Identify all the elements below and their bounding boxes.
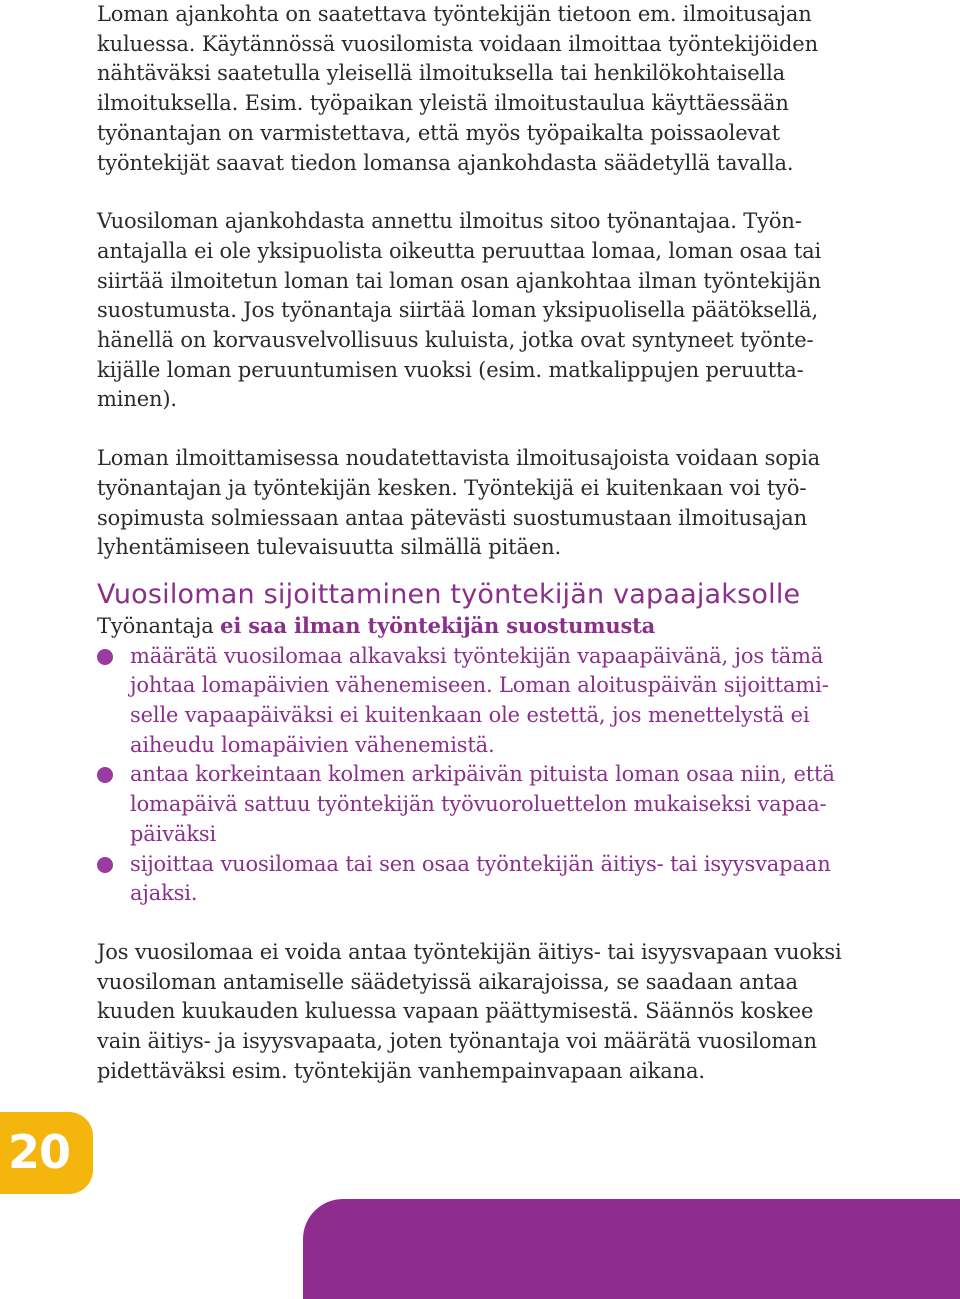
text-line: minen). bbox=[97, 387, 177, 412]
intro-accent-text: ei saa ilman työntekijän suostumusta bbox=[220, 612, 656, 638]
text-line: antajalla ei ole yksipuolista oikeutta peruuttaa lomaa, loman osaa tai bbox=[97, 238, 822, 263]
text-line: pidettäväksi esim. työntekijän vanhempainvapaan aikana. bbox=[97, 1058, 705, 1083]
text-line: päiväksi bbox=[130, 821, 217, 846]
bullet-dot-icon bbox=[97, 767, 113, 783]
text-line: kijälle loman peruuntumisen vuoksi (esim. matkalippujen peruutta- bbox=[97, 357, 804, 382]
paragraph-agreed-notice bbox=[97, 444, 872, 563]
footer-decorative-bar bbox=[303, 1199, 960, 1299]
text-line: nähtäväksi saatetulla yleisellä ilmoituksella tai henkilökohtaisella bbox=[97, 61, 786, 86]
text-line: työnantajan ja työntekijän kesken. Työntekijä ei kuitenkaan voi työ- bbox=[97, 475, 807, 500]
text-line: selle vapaapäiväksi ei kuitenkaan ole estettä, jos menettelystä ei bbox=[130, 703, 810, 728]
text-line: ajaksi. bbox=[130, 881, 198, 906]
text-line: vain äitiys- ja isyysvapaata, joten työnantaja voi määrätä vuosiloman bbox=[97, 1029, 817, 1054]
bullet-dot-icon bbox=[97, 649, 113, 665]
section-intro bbox=[97, 611, 872, 642]
text-line: sijoittaa vuosilomaa tai sen osaa työntekijän äitiys- tai isyysvapaan bbox=[130, 851, 831, 876]
text-line: hänellä on korvausvelvollisuus kuluista, jotka ovat syntyneet työnte- bbox=[97, 328, 814, 353]
text-line: Vuosiloman ajankohdasta annettu ilmoitus sitoo työnantajaa. Työn- bbox=[97, 209, 802, 234]
text-line: lyhentämiseen tulevaisuutta silmällä pitäen. bbox=[97, 535, 562, 560]
intro-plain-text: Työnantaja bbox=[97, 613, 221, 638]
text-line: siirtää ilmoitetun loman tai loman osan ajankohtaa ilman työntekijän bbox=[97, 268, 821, 293]
text-line: kuluessa. Käytännössä vuosilomista voidaan ilmoittaa työntekijöiden bbox=[97, 31, 818, 56]
text-line: kuuden kuukauden kuluessa vapaan päättymisestä. Säännös koskee bbox=[97, 999, 814, 1024]
bullet-dot-icon bbox=[97, 857, 113, 873]
text-line: työntekijät saavat tiedon lomansa ajankohdasta säädetyllä tavalla. bbox=[97, 150, 794, 175]
text-line: aiheudu lomapäivien vähenemistä. bbox=[130, 732, 495, 757]
text-line: Loman ilmoittamisessa noudatettavista ilmoitusajoista voidaan sopia bbox=[97, 446, 821, 471]
bullet-list bbox=[97, 642, 872, 909]
text-line: Loman ajankohta on saatettava työntekijän tietoon em. ilmoitusajan bbox=[97, 2, 812, 26]
text-line: antaa korkeintaan kolmen arkipäivän pituista loman osaa niin, että bbox=[130, 762, 835, 787]
text-line: vuosiloman antamiselle säädetyissä aikarajoissa, se saadaan antaa bbox=[97, 969, 798, 994]
text-line: suostumusta. Jos työnantaja siirtää loman yksipuolisella päätöksellä, bbox=[97, 298, 819, 323]
list-item bbox=[97, 850, 872, 909]
page-body bbox=[97, 0, 872, 1087]
paragraph-notice-timing bbox=[97, 0, 872, 178]
section-heading: Vuosiloman sijoittaminen työntekijän vapaajaksolle bbox=[97, 578, 801, 610]
text-line: johtaa lomapäivien vähenemiseen. Loman aloituspäivän sijoittami- bbox=[130, 673, 829, 698]
list-item bbox=[97, 642, 872, 761]
text-line: työnantajan on varmistettava, että myös työpaikalta poissaolevat bbox=[97, 120, 780, 145]
text-line: ilmoituksella. Esim. työpaikan yleistä ilmoitustaulua käyttäessään bbox=[97, 91, 789, 116]
paragraph-parental-leave bbox=[97, 938, 872, 1087]
paragraph-binding-notice bbox=[97, 207, 872, 415]
page-number: 20 bbox=[8, 1125, 71, 1179]
text-line: sopimusta solmiessaan antaa pätevästi suostumustaan ilmoitusajan bbox=[97, 505, 807, 530]
text-line: lomapäivä sattuu työntekijän työvuoroluettelon mukaiseksi vapaa- bbox=[130, 792, 827, 817]
text-line: määrätä vuosilomaa alkavaksi työntekijän vapaapäivänä, jos tämä bbox=[130, 643, 824, 668]
text-line: Jos vuosilomaa ei voida antaa työntekijän äitiys- tai isyysvapaan vuoksi bbox=[97, 939, 842, 964]
list-item bbox=[97, 760, 872, 849]
